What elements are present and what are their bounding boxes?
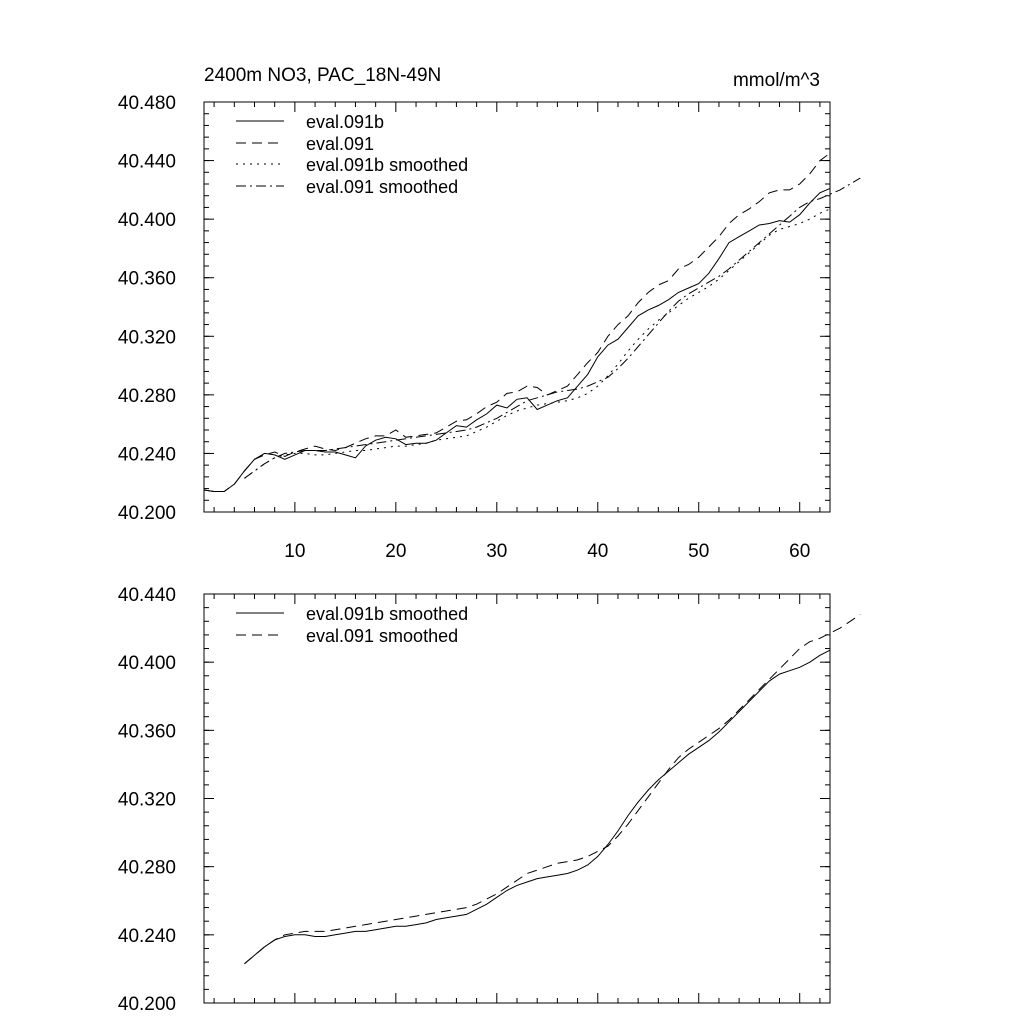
top-panel-units: mmol/m^3 — [732, 70, 820, 91]
y-tick-label: 40.320 — [117, 789, 176, 811]
y-tick-label: 40.240 — [117, 444, 176, 466]
legend-label: eval.091 — [306, 134, 375, 154]
top-panel-legend — [236, 112, 468, 197]
series-line — [204, 188, 830, 491]
y-tick-label: 40.440 — [117, 585, 176, 606]
y-tick-label: 40.280 — [117, 385, 176, 407]
legend-label: eval.091 smoothed — [306, 177, 459, 197]
y-tick-label: 40.440 — [117, 151, 176, 173]
bottom-panel — [118, 585, 860, 1015]
series-line — [244, 209, 830, 478]
x-tick-label: 10 — [284, 541, 306, 562]
legend-entry — [236, 155, 468, 175]
y-tick-label: 40.280 — [117, 857, 176, 879]
top-panel-title: 2400m NO3, PAC_18N-49N — [204, 65, 442, 86]
x-tick-label: 40 — [587, 541, 609, 562]
bottom-panel-legend — [236, 604, 468, 646]
legend-label: eval.091b smoothed — [306, 155, 469, 175]
y-tick-label: 40.320 — [117, 327, 176, 349]
series-line — [244, 178, 860, 478]
legend-entry — [236, 626, 458, 646]
y-tick-label: 40.400 — [117, 210, 176, 232]
series-line — [204, 153, 830, 491]
y-tick-label: 40.400 — [117, 653, 176, 675]
y-tick-label: 40.360 — [117, 268, 176, 290]
series-line — [244, 615, 860, 964]
legend-entry — [236, 177, 458, 197]
plot-frame — [204, 594, 830, 1003]
legend-label: eval.091 smoothed — [306, 626, 459, 646]
x-tick-label: 50 — [688, 541, 710, 562]
y-tick-label: 40.240 — [117, 925, 176, 947]
y-tick-label: 40.360 — [117, 721, 176, 743]
x-tick-label: 30 — [486, 541, 508, 562]
legend-label: eval.091b smoothed — [306, 604, 469, 624]
top-panel — [118, 65, 860, 562]
y-tick-label: 40.200 — [117, 503, 176, 524]
legend-entry — [236, 134, 374, 154]
legend-label: eval.091b — [306, 112, 385, 132]
x-tick-label: 20 — [385, 541, 407, 562]
legend-entry — [236, 112, 384, 132]
plot-frame — [204, 102, 830, 512]
x-tick-label: 60 — [789, 541, 811, 562]
y-tick-label: 40.480 — [117, 93, 176, 114]
legend-entry — [236, 604, 468, 624]
y-tick-label: 40.200 — [117, 994, 176, 1015]
series-line — [244, 650, 830, 964]
